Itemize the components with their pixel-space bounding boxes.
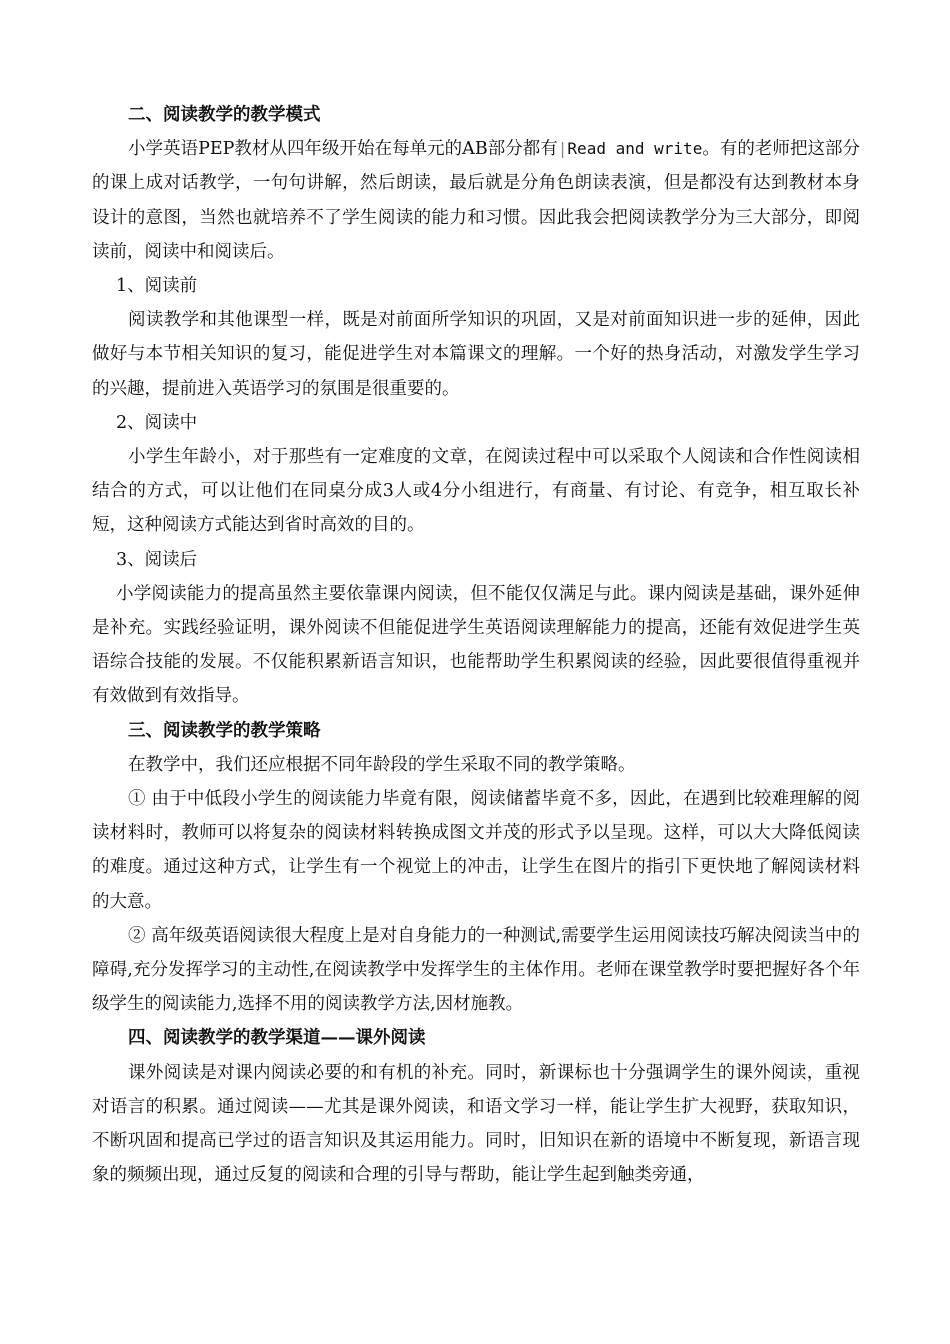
intro-text-before: 小学英语PEP教材从四年级开始在每单元的AB部分都有 — [128, 139, 558, 160]
paragraph-while-reading: 小学生年龄小，对于那些有一定难度的文章，在阅读过程中可以采取个人阅读和合作性阅读相结合的方式，可以让他们在同桌分成3人或4分小组进行，有商量、有讨论、有竞争，相互取长补短，这种阅读方式能达到省时高效的目的。 — [92, 447, 860, 536]
intro-text-after: 。有的老师把这部分的课上成对话教学，一句句讲解，然后朗读，最后就是分角色朗读表演，但是都没有达到教材本身设计的意图，当然也就培养不了学生阅读的能力和习惯。因此我会把阅读教学分为三大部分，即阅读前，阅读中和阅读后。 — [92, 139, 861, 262]
document-body — [92, 98, 860, 1193]
subheading-after-reading: 3、阅读后 — [116, 549, 198, 570]
subheading-while-reading: 2、阅读中 — [116, 412, 198, 433]
paragraph-after-reading: 小学阅读能力的提高虽然主要依靠课内阅读，但不能仅仅满足与此。课内阅读是基础，课外延伸是补充。实践经验证明，课外阅读不但能促进学生英语阅读理解能力的提高，还能有效促进学生英语综合技能的发展。不仅能积累新语言知识，也能帮助学生积累阅读的经验，因此要很值得重视并有效做到有效指导。 — [92, 583, 860, 707]
section-heading-3: 三、阅读教学的教学策略 — [128, 720, 321, 741]
strategy-item-1: ① 由于中低段小学生的阅读能力毕竟有限，阅读储蓄毕竟不多，因此，在遇到比较难理解的阅读材料时，教师可以将复杂的阅读材料转换成图文并茂的形式予以呈现。这样，可以大大降低阅读的难度。通过这种方式，让学生有一个视觉上的冲击，让学生在图片的指引下更快地了解阅读材料的大意。 — [92, 789, 860, 912]
intro-english-term: Read and write — [567, 139, 703, 159]
strategy-item-2: ② 高年级英语阅读很大程度上是对自身能力的一种测试,需要学生运用阅读技巧解决阅读当中的障碍,充分发挥学习的主动性,在阅读教学中发挥学生的主体作用。老师在课堂教学时要把握好各个年级学生的阅读能力,选择不用的阅读教学方法,因材施教。 — [92, 925, 860, 1015]
extracurricular-paragraph: 课外阅读是对课内阅读必要的和有机的补充。同时，新课标也十分强调学生的课外阅读，重视对语言的积累。通过阅读——尤其是课外阅读，和语文学习一样，能让学生扩大视野，获取知识，不断巩固和提高已学过的语言知识及其运用能力。同时，旧知识在新的语境中不断复现，新语言现象的频频出现，通过反复的阅读和合理的引导与帮助，能让学生起到触类旁通， — [92, 1062, 860, 1186]
section-heading-2: 二、阅读教学的教学模式 — [128, 105, 321, 125]
intro-paragraph — [92, 132, 860, 269]
text-cursor-bar: | — [557, 139, 568, 159]
strategy-intro-paragraph: 在教学中，我们还应根据不同年龄段的学生采取不同的教学策略。 — [128, 754, 636, 775]
subheading-before-reading: 1、阅读前 — [116, 276, 198, 297]
paragraph-before-reading: 阅读教学和其他课型一样，既是对前面所学知识的巩固，又是对前面知识进一步的延伸，因此做好与本节相关知识的复习，能促进学生对本篇课文的理解。一个好的热身活动，对激发学生学习的兴趣，提前进入英语学习的氛围是很重要的。 — [92, 310, 860, 399]
section-heading-4: 四、阅读教学的教学渠道——课外阅读 — [128, 1028, 426, 1049]
